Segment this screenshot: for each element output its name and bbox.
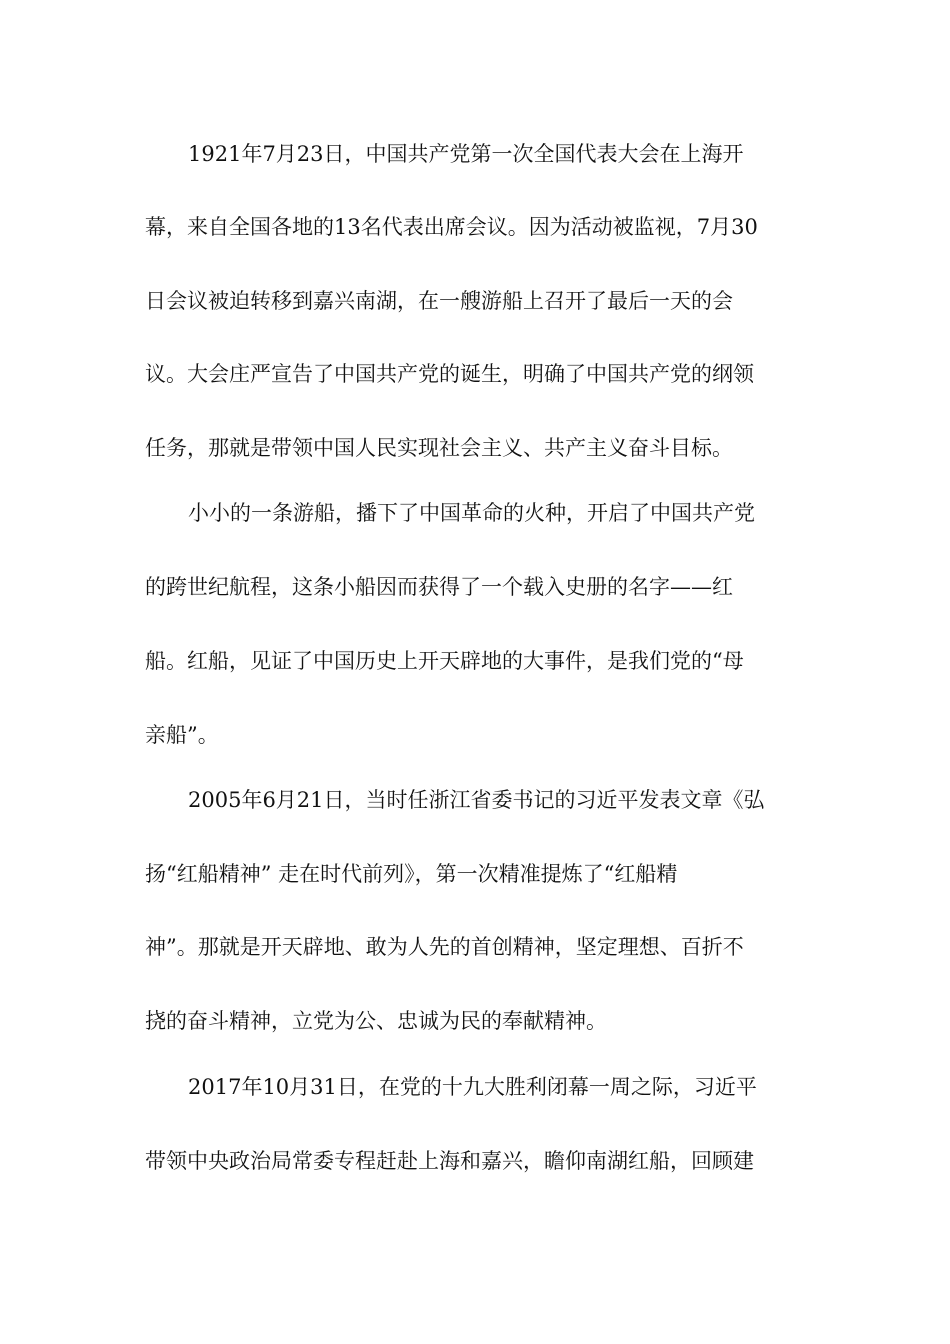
paragraph-1-line-2: 幕，来自全国各地的13名代表出席会议。因为活动被监视，7月30 [145,215,758,239]
paragraph-3-line-4: 挠的奋斗精神，立党为公、忠诚为民的奉献精神。 [145,1009,607,1033]
paragraph-2-line-4: 亲船”。 [145,723,219,747]
paragraph-2-line-2: 的跨世纪航程，这条小船因而获得了一个载入史册的名字——红 [145,575,733,599]
paragraph-3-line-2: 扬“红船精神” 走在时代前列》，第一次精准提炼了“红船精 [145,862,678,886]
paragraph-1-line-1: 1921年7月23日，中国共产党第一次全国代表大会在上海开 [188,142,744,166]
paragraph-4-line-2: 带领中央政治局常委专程赶赴上海和嘉兴，瞻仰南湖红船，回顾建 [145,1149,754,1173]
paragraph-1-line-4: 议。大会庄严宣告了中国共产党的诞生，明确了中国共产党的纲领 [145,362,754,386]
paragraph-3-line-3: 神”。那就是开天辟地、敢为人先的首创精神，坚定理想、百折不 [145,935,744,959]
paragraph-2-line-3: 船。红船，见证了中国历史上开天辟地的大事件，是我们党的“母 [145,649,744,673]
paragraph-2-line-1: 小小的一条游船，播下了中国革命的火种，开启了中国共产党 [188,501,755,525]
paragraph-1-line-5: 任务，那就是带领中国人民实现社会主义、共产主义奋斗目标。 [145,436,733,460]
paragraph-1-line-3: 日会议被迫转移到嘉兴南湖，在一艘游船上召开了最后一天的会 [145,289,733,313]
paragraph-3-line-1: 2005年6月21日，当时任浙江省委书记的习近平发表文章《弘 [188,788,765,812]
paragraph-4-line-1: 2017年10月31日，在党的十九大胜利闭幕一周之际，习近平 [188,1075,757,1099]
